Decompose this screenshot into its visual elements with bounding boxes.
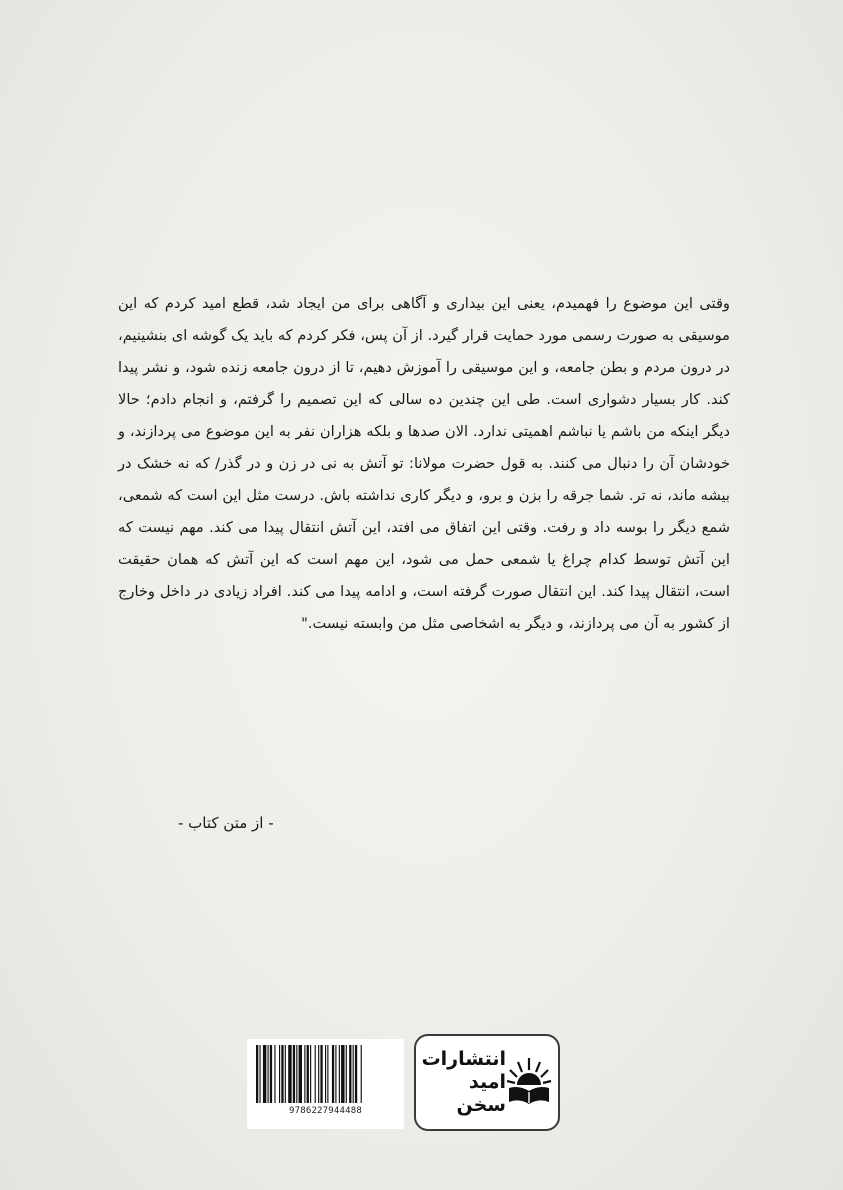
barcode-bar: [361, 1045, 362, 1103]
isbn-number: 9786227944488: [288, 1106, 363, 1116]
barcode-bar: [320, 1045, 322, 1103]
quote-paragraph: وقتی این موضوع را فهمیدم، یعنی این بیداری و آگاهی برای من ایجاد شد، قطع امید کردم که این موسیقی به صورت رسمی مورد حمایت قرار گیرد. از آن پس، فکر کردم که باید یک گوشه ای بنشینیم، در درون مردم و بطن جامعه، و این موسیقی را آموزش دهیم، تا از درون جامعه زنده شود، و نشر پیدا کند. کار بسیار دشواری است. طی این چندین ده سالی که این تصمیم را گرفتم، و انجام دادم؛ حالا دیگر اینکه من باشم یا نباشم اهمیتی ندارد. الان صدها و بلکه هزاران نفر به این موضوع می پردازند، و خودشان آن را دنبال می کنند. به قول حضرت مولانا: تو آتش به نی در زن و در گذر/ که نه خشک در بیشه ماند، نه تر. شما جرقه را بزن و برو، و دیگر کاری نداشته باش. درست مثل این است که شمعی، شمع دیگر را بوسه داد و رفت. وقتی این اتفاق می افتد، این آتش انتقال پیدا می کند. مهم نیست که این آتش توسط کدام چراغ یا شمعی حمل می شود، این مهم است که این آتش که همان حقیقت است، انتقال پیدا کند. این انتقال صورت گرفته است، و ادامه پیدا می کند. افراد زیادی در داخل وخارج از کشور به آن می پردازند، و دیگر به اشخاصی مثل من وابسته نیست.": [118, 295, 730, 632]
open-book-sunrise-icon: [506, 1054, 552, 1112]
barcode: [247, 1039, 404, 1129]
barcode-bar: [288, 1045, 291, 1103]
barcode-bar: [315, 1045, 316, 1103]
barcode-bar: [335, 1045, 336, 1103]
barcode-bar: [327, 1045, 328, 1103]
barcode-bar: [325, 1045, 326, 1103]
barcode-bar: [263, 1045, 266, 1103]
barcode-bar: [256, 1045, 258, 1103]
publisher-logo: [414, 1034, 560, 1131]
barcode-bar: [341, 1045, 344, 1103]
barcode-bar: [307, 1045, 309, 1103]
barcode-bar: [293, 1045, 295, 1103]
barcode-bar: [299, 1045, 302, 1103]
barcode-bar: [259, 1045, 260, 1103]
barcode-bars: [254, 1045, 397, 1105]
publisher-name-line2: امید: [468, 1071, 506, 1093]
barcode-bar: [353, 1045, 354, 1103]
barcode-bar: [296, 1045, 297, 1103]
barcode-bar: [310, 1045, 311, 1103]
barcode-bar: [274, 1045, 275, 1103]
barcode-bar: [355, 1045, 357, 1103]
barcode-bar: [332, 1045, 334, 1103]
publisher-name: [421, 1048, 506, 1117]
barcode-bar: [285, 1045, 286, 1103]
barcode-bar: [281, 1045, 283, 1103]
barcode-bar: [270, 1045, 272, 1103]
barcode-bar: [346, 1045, 347, 1103]
barcode-bar: [268, 1045, 269, 1103]
barcode-bar: [349, 1045, 351, 1103]
body-text: [118, 288, 730, 640]
attribution: - از متن کتاب -: [178, 814, 274, 832]
publisher-name-line1: انتشارات: [421, 1048, 506, 1070]
barcode-bar: [318, 1045, 319, 1103]
barcode-bar: [339, 1045, 340, 1103]
barcode-bar: [279, 1045, 280, 1103]
barcode-bar: [304, 1045, 305, 1103]
publisher-name-line3: سخن: [456, 1094, 506, 1116]
